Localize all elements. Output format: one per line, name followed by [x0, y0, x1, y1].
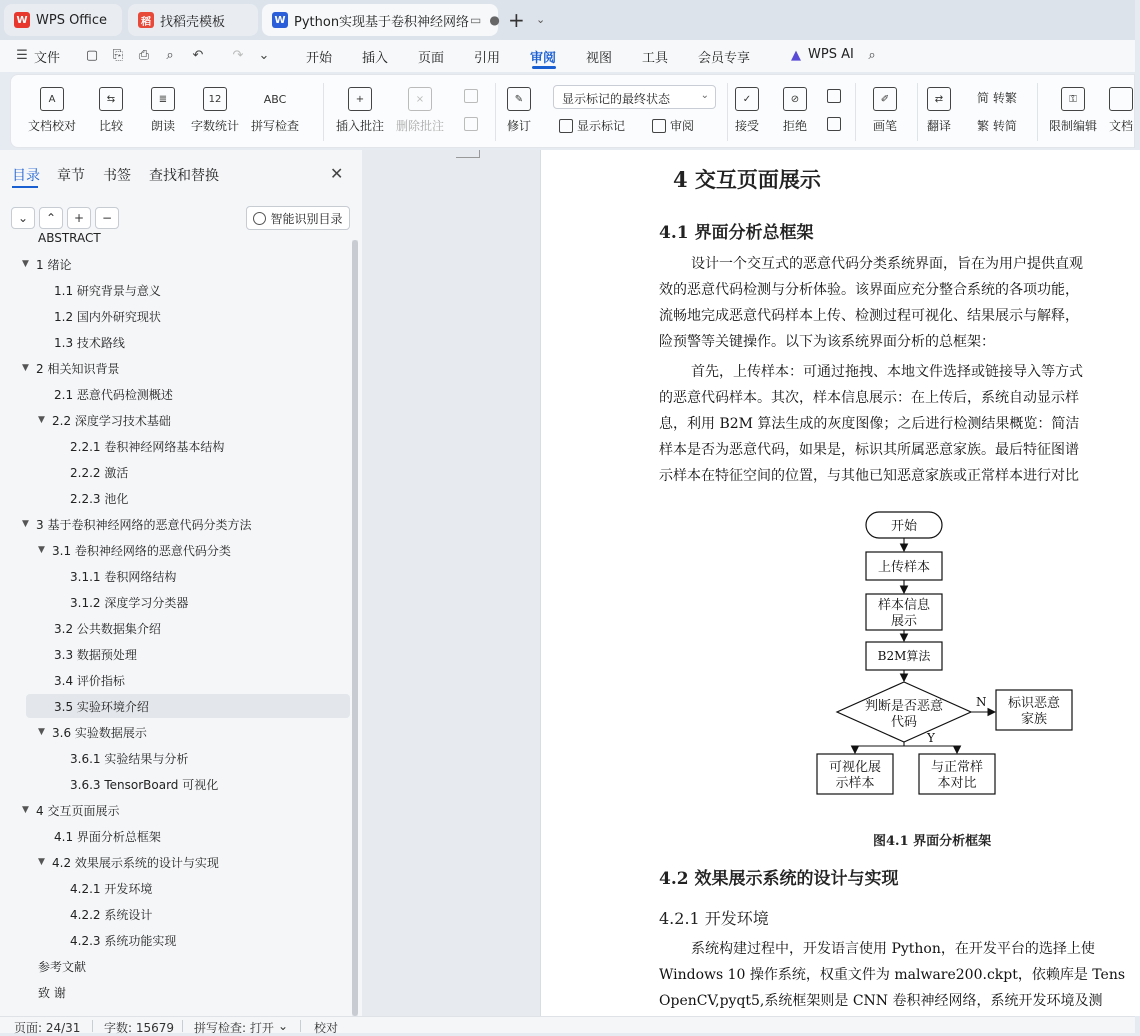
compare-button[interactable]: [99, 87, 123, 134]
toc-item-label: 2 相关知识背景: [36, 361, 120, 376]
export-icon[interactable]: ⎘: [112, 48, 124, 63]
flow-visualize-text-2: 示样本: [835, 776, 875, 791]
toc-item[interactable]: [0, 746, 350, 770]
hamburger-menu-icon[interactable]: ☰: [16, 48, 28, 63]
expand-triangle-icon[interactable]: ▼: [38, 727, 45, 737]
expand-triangle-icon[interactable]: ▼: [22, 519, 29, 529]
menu-reference[interactable]: 引用: [474, 51, 501, 66]
document-page[interactable]: [540, 150, 1140, 1016]
menu-review[interactable]: 审阅: [530, 51, 557, 66]
remove-heading-minus-icon[interactable]: −: [95, 207, 119, 229]
markup-state-value: 显示标记的最终状态: [562, 92, 671, 106]
flow-info-text-1: 样本信息: [877, 598, 931, 613]
toc-item[interactable]: [26, 694, 350, 718]
flow-upload-text: 上传样本: [877, 560, 931, 575]
toc-item[interactable]: [0, 590, 350, 614]
translate-label: 翻译: [927, 119, 952, 133]
comment-delete-icon: ×: [408, 87, 432, 111]
prev-comment-button[interactable]: [464, 89, 482, 103]
chapter-heading: 4 交互页面展示: [673, 167, 821, 192]
flow-yes-label: Y: [927, 731, 935, 745]
smart-toc-label: 智能识别目录: [270, 211, 343, 226]
flow-start-text: 开始: [890, 519, 918, 534]
menu-insert[interactable]: 插入: [362, 51, 389, 66]
toc-item-label: 2.1 恶意代码检测概述: [54, 387, 173, 402]
docer-logo-icon: 稻: [138, 12, 154, 28]
flow-decision-text-2: 代码: [890, 715, 918, 730]
toc-list: [0, 231, 352, 1016]
section-heading-4-2: 4.2 效果展示系统的设计与实现: [659, 869, 899, 889]
toc-item-label: 2.2.1 卷积神经网络基本结构: [70, 439, 225, 454]
toc-item[interactable]: [0, 850, 350, 874]
nav-tab-bookmarks[interactable]: 书签: [103, 168, 131, 184]
ribbon-divider: [495, 83, 496, 141]
doc-permission-button[interactable]: [1109, 87, 1133, 134]
word-count-icon: 12: [203, 87, 227, 111]
wps-ai-icon[interactable]: ▲: [791, 48, 801, 63]
toc-item-label: 4 交互页面展示: [36, 803, 120, 818]
accept-button[interactable]: [735, 87, 759, 134]
compare-label: 比较: [99, 119, 124, 133]
toc-item[interactable]: [0, 642, 350, 666]
save-icon[interactable]: ▢: [85, 48, 99, 63]
paragraph-line: 流畅地完成恶意代码样本上传、检测过程可视化、结果展示与解释，: [659, 308, 1079, 324]
next-change-button[interactable]: [827, 117, 845, 131]
flow-arrow: [904, 746, 957, 753]
print-preview-icon[interactable]: ⌕: [166, 48, 174, 63]
toc-item-label: 3.6.3 TensorBoard 可视化: [70, 777, 219, 792]
restrict-editing-label: 限制编辑: [1049, 119, 1098, 133]
toc-item[interactable]: [0, 928, 350, 952]
search-icon[interactable]: ⌕: [868, 48, 876, 63]
review-pane-button[interactable]: [652, 117, 694, 134]
pen-icon: ✐: [873, 87, 897, 111]
toc-item[interactable]: [0, 304, 350, 328]
active-nav-tab-indicator: [12, 186, 38, 188]
prev-comment-icon: [464, 89, 478, 103]
paragraph-line: 息，利用 B2M 算法生成的灰度图像；之后进行检测结果概览：简洁: [659, 416, 1080, 432]
expand-triangle-icon[interactable]: ▼: [38, 545, 45, 555]
compare-icon: ⇆: [99, 87, 123, 111]
proofread-icon: A: [40, 87, 64, 111]
tab-wps-office[interactable]: [4, 4, 122, 36]
new-tab-plus-icon[interactable]: +: [508, 8, 525, 32]
toc-item-label: 3.1.2 深度学习分类器: [70, 595, 189, 610]
toc-item[interactable]: [0, 954, 350, 978]
ribbon-divider: [917, 83, 918, 141]
flow-b2m-text: B2M算法: [877, 649, 931, 663]
restrict-editing-button[interactable]: [1049, 87, 1097, 134]
spell-check-status[interactable]: 拼写检查: 打开: [194, 1021, 274, 1035]
paragraph-line: 险预警等关键操作。以下为该系统界面分析的总框架：: [659, 334, 995, 350]
toc-item-label: 4.2.3 系统功能实现: [70, 933, 177, 948]
show-markup-icon: [559, 119, 573, 133]
show-markup-label: 显示标记: [577, 119, 626, 133]
section-heading-4-1: 4.1 界面分析总框架: [659, 223, 814, 243]
reject-label: 拒绝: [783, 119, 808, 133]
paragraph-line: 效的恶意代码检测与分析体验。该界面应充分整合系统的各项功能，: [659, 282, 1079, 298]
toc-item[interactable]: [0, 356, 350, 380]
expand-triangle-icon[interactable]: ▼: [38, 415, 45, 425]
ribbon-divider: [727, 83, 728, 141]
flow-decision-text-1: 判断是否恶意: [864, 699, 944, 714]
toc-item-label: 1 绪论: [36, 257, 72, 272]
paragraph-line: 首先，上传样本：可通过拖拽、本地文件选择或链接导入等方式: [691, 364, 1083, 380]
menu-start[interactable]: 开始: [306, 51, 333, 66]
active-menu-indicator: [532, 66, 556, 69]
nav-tab-sections[interactable]: 章节: [57, 168, 85, 184]
toc-item-label: 4.2.1 开发环境: [70, 881, 153, 896]
tab-close-dot-icon[interactable]: ●: [489, 13, 500, 27]
toc-item-label: 3.6 实验数据展示: [52, 725, 147, 740]
document-canvas[interactable]: [362, 150, 1135, 1016]
delete-comment-label: 删除批注: [396, 119, 445, 133]
toc-item[interactable]: [0, 226, 350, 250]
toc-item[interactable]: [0, 772, 350, 796]
toc-item[interactable]: [0, 564, 350, 588]
tab-label: 找稻壳模板: [160, 14, 226, 30]
paragraph-line: 系统构建过程中，开发语言使用 Python，在开发平台的选择上使: [691, 941, 1095, 957]
expand-triangle-icon[interactable]: ▼: [22, 805, 29, 815]
wps-ai-button[interactable]: WPS AI: [808, 47, 854, 62]
undo-icon[interactable]: ↶: [192, 48, 204, 63]
accept-check-icon: ✓: [735, 87, 759, 111]
toc-item-label: 3.6.1 实验结果与分析: [70, 751, 189, 766]
toc-item-label: 3.4 评价指标: [54, 673, 125, 688]
doc-proofread-button[interactable]: [28, 87, 76, 134]
flow-arrow: [855, 742, 904, 753]
toc-item[interactable]: [0, 980, 350, 1004]
toc-item-label: 2.2 深度学习技术基础: [52, 413, 171, 428]
word-count-button[interactable]: [191, 87, 239, 134]
page-corner-mark: [456, 150, 480, 158]
spell-check-icon: ABC: [263, 92, 287, 106]
toc-item[interactable]: [0, 902, 350, 926]
toc-item[interactable]: [0, 616, 350, 640]
toc-item[interactable]: [0, 824, 350, 848]
toc-item-label: 1.2 国内外研究现状: [54, 309, 161, 324]
toc-item-label: 3.2 公共数据集介绍: [54, 621, 161, 636]
review-pane-icon: [652, 119, 666, 133]
to-traditional-label: 简 转繁: [977, 91, 1017, 105]
chevron-down-icon[interactable]: ⌄: [278, 1019, 289, 1033]
toc-item[interactable]: [0, 252, 350, 276]
spell-check-label: 拼写检查: [251, 119, 300, 133]
track-changes-button[interactable]: [507, 87, 531, 134]
toc-item[interactable]: [0, 720, 350, 744]
comment-plus-icon: +: [348, 87, 372, 111]
menu-bar: [0, 40, 1135, 72]
nav-tab-find-replace[interactable]: 查找和替换: [149, 168, 219, 184]
flow-compare-text-2: 本对比: [937, 776, 977, 791]
title-tab-bar: [0, 0, 1135, 40]
toc-item[interactable]: [0, 408, 350, 432]
toc-item[interactable]: [0, 798, 350, 822]
toc-item[interactable]: [0, 668, 350, 692]
tab-label: Python实现基于卷积神经网络: [294, 14, 470, 30]
doc-proofread-label: 文档校对: [28, 119, 77, 133]
nav-tab-toc[interactable]: 目录: [12, 168, 40, 184]
to-simplified-button[interactable]: [977, 117, 1017, 134]
toc-item-label: 2.2.2 激活: [70, 465, 129, 480]
interface-framework-flowchart: [828, 508, 1103, 808]
toc-item-label: ABSTRACT: [38, 231, 101, 245]
translate-button[interactable]: [927, 87, 951, 134]
menu-view[interactable]: 视图: [586, 51, 613, 66]
toc-item-label: 3.5 实验环境介绍: [54, 699, 149, 714]
status-divider: [300, 1020, 301, 1032]
spell-check-button[interactable]: [251, 87, 299, 134]
toc-item-label: 1.3 技术路线: [54, 335, 125, 350]
chevron-down-icon: ⌄: [700, 90, 709, 101]
word-count-label: 字数统计: [191, 119, 240, 133]
toc-item-label: 4.2.2 系统设计: [70, 907, 153, 922]
toc-item-label: 3.1.1 卷积网络结构: [70, 569, 177, 584]
smart-recognize-icon: [253, 212, 266, 225]
flow-info-text-2: 展示: [890, 614, 918, 629]
ribbon-divider: [1037, 83, 1038, 141]
word-doc-icon: W: [272, 12, 288, 28]
track-changes-label: 修订: [507, 119, 532, 133]
section-heading-4-2-1: 4.2.1 开发环境: [659, 909, 769, 928]
quick-access-dropdown-icon[interactable]: ⌄: [258, 48, 270, 63]
to-simplified-label: 繁 转简: [977, 119, 1017, 133]
reject-button[interactable]: [783, 87, 807, 134]
prev-change-icon: [827, 89, 841, 103]
toc-item[interactable]: [0, 486, 350, 510]
status-bar: [0, 1016, 1135, 1033]
toc-item[interactable]: [0, 538, 350, 562]
read-aloud-button[interactable]: [151, 87, 175, 134]
wps-logo-icon: W: [14, 12, 30, 28]
toc-item-label: 4.2 效果展示系统的设计与实现: [52, 855, 219, 870]
toc-item[interactable]: [0, 512, 350, 536]
toc-item[interactable]: [0, 278, 350, 302]
next-change-icon: [827, 117, 841, 131]
ink-button[interactable]: [873, 87, 897, 134]
to-traditional-button[interactable]: [977, 89, 1017, 106]
flow-compare-text-1: 与正常样: [930, 760, 984, 775]
paragraph-line: Windows 10 操作系统，权重文件为 malware200.ckpt，依赖库是 Tens: [659, 967, 1126, 983]
page-indicator[interactable]: 页面: 24/31: [14, 1021, 81, 1035]
expand-triangle-icon[interactable]: ▼: [22, 363, 29, 373]
insert-comment-label: 插入批注: [336, 119, 385, 133]
track-changes-icon: ✎: [507, 87, 531, 111]
menu-tools[interactable]: 工具: [642, 51, 669, 66]
flow-visualize-text-1: 可视化展: [828, 760, 882, 775]
delete-comment-button[interactable]: [396, 87, 444, 134]
lock-doc-icon: ⚿: [1061, 87, 1085, 111]
toc-item[interactable]: [0, 460, 350, 484]
toc-item[interactable]: [0, 382, 350, 406]
flow-family-text-1: 标识恶意: [1007, 696, 1061, 711]
doc-permission-label: 文档: [1109, 119, 1134, 133]
redo-icon[interactable]: ↷: [232, 48, 244, 63]
insert-comment-button[interactable]: [336, 87, 384, 134]
next-comment-button[interactable]: [464, 117, 482, 131]
toc-item[interactable]: [0, 434, 350, 458]
ribbon-divider: [323, 83, 324, 141]
toc-item-label: 3.1 卷积神经网络的恶意代码分类: [52, 543, 231, 558]
toc-item-label: 1.1 研究背景与意义: [54, 283, 161, 298]
navigation-pane: [0, 150, 362, 1016]
doc-permission-icon: [1109, 87, 1133, 111]
collapse-all-chevron-down-icon[interactable]: ⌄: [11, 207, 35, 229]
add-heading-plus-icon[interactable]: +: [67, 207, 91, 229]
chevron-down-icon[interactable]: ⌄: [536, 13, 546, 26]
status-divider: [92, 1020, 93, 1032]
menu-page[interactable]: 页面: [418, 51, 445, 66]
paragraph-line: OpenCV,pyqt5,系统框架则是 CNN 卷积神经网络，系统开发环境及测: [659, 993, 1103, 1009]
next-comment-icon: [464, 117, 478, 131]
tab-docer-templates[interactable]: [128, 4, 258, 36]
paragraph-line: 样本是否为恶意代码，如果是，标识其所属恶意家族。最后特征图谱: [659, 442, 1079, 458]
toc-item-label: 4.1 界面分析总框架: [54, 829, 161, 844]
print-icon[interactable]: ⎙: [138, 48, 150, 63]
toc-item-label: 参考文献: [38, 959, 87, 974]
markup-state-select[interactable]: [553, 85, 716, 109]
accept-label: 接受: [735, 119, 760, 133]
paragraph-line: 设计一个交互式的恶意代码分类系统界面，旨在为用户提供直观: [691, 256, 1083, 272]
toc-item[interactable]: [0, 876, 350, 900]
review-ribbon: [10, 74, 1135, 148]
expand-triangle-icon[interactable]: ▼: [22, 259, 29, 269]
prev-change-button[interactable]: [827, 89, 845, 103]
read-aloud-label: 朗读: [151, 119, 176, 133]
status-divider: [182, 1020, 183, 1032]
toc-scrollbar[interactable]: [352, 240, 358, 1016]
tab-label: WPS Office: [36, 12, 108, 28]
word-count-indicator[interactable]: 字数: 15679: [104, 1021, 175, 1035]
tab-current-document[interactable]: [262, 4, 498, 36]
flow-no-label: N: [976, 695, 987, 709]
reject-icon: ⊘: [783, 87, 807, 111]
read-aloud-icon: ≣: [151, 87, 175, 111]
close-icon[interactable]: ✕: [330, 164, 344, 183]
monitor-icon: ▭: [470, 13, 482, 27]
file-menu[interactable]: 文件: [34, 51, 61, 66]
expand-triangle-icon[interactable]: ▼: [38, 857, 45, 867]
figure-caption: 图4.1 界面分析框架: [873, 834, 992, 849]
toc-item-label: 致 谢: [38, 985, 66, 1000]
ink-label: 画笔: [873, 119, 898, 133]
ribbon-divider: [855, 83, 856, 141]
translate-icon: ⇄: [927, 87, 951, 111]
proofread-status[interactable]: 校对: [314, 1021, 339, 1035]
toc-item-label: 2.2.3 池化: [70, 491, 129, 506]
paragraph-line: 的恶意代码样本。其次，样本信息展示：在上传后，系统自动显示样: [659, 390, 1079, 406]
menu-member[interactable]: 会员专享: [698, 51, 751, 66]
chevron-up-icon[interactable]: ⌃: [39, 207, 63, 229]
flow-family-text-2: 家族: [1020, 712, 1048, 727]
toc-item-label: 3 基于卷积神经网络的恶意代码分类方法: [36, 517, 252, 532]
scrollbar-thumb[interactable]: [352, 240, 358, 1016]
toc-item[interactable]: [0, 330, 350, 354]
toc-item-label: 3.3 数据预处理: [54, 647, 137, 662]
paragraph-line: 示样本在特征空间的位置，与其他已知恶意家族或正常样本进行对比: [659, 468, 1079, 484]
review-pane-label: 审阅: [670, 119, 695, 133]
show-markup-button[interactable]: [559, 117, 625, 134]
